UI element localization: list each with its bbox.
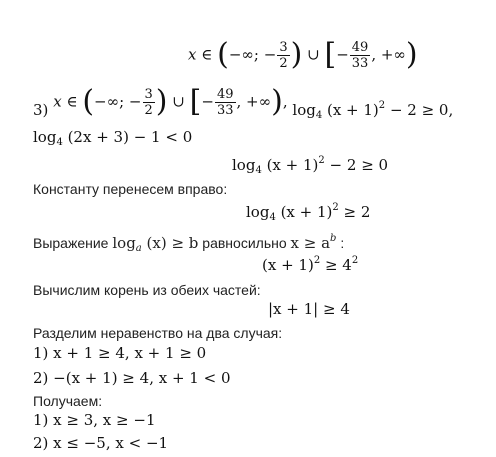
text-equivalence: Выражение $\log_a (x) \ge b$ равносильно $x \ge a^b$ :	[33, 233, 345, 254]
item-label: 3)	[33, 100, 49, 119]
paren-close: )	[405, 37, 418, 72]
element-of: ∈	[201, 45, 213, 64]
abs-inequality: |x + 1| ≥ 4	[268, 300, 350, 318]
fraction-3-2: $\frac{3}{2}$	[279, 40, 288, 71]
log-inequality-second: $\log_4 (2x + 3) - 1 < 0$	[33, 128, 193, 148]
paren-close: )	[290, 37, 303, 72]
neg-infinity: −∞; −	[94, 92, 142, 111]
var-x: x	[53, 92, 62, 111]
text-move-constant: Константу перенесем вправо:	[33, 181, 228, 197]
paren-close: )	[155, 84, 168, 119]
interval-line-1	[188, 38, 418, 73]
log-inequality-moved: $\log_4 (x + 1)^2 \ge 2$	[246, 202, 371, 223]
log-inequality-centered: $\log_4 (x + 1)^2 - 2 \ge 0$	[232, 155, 389, 176]
paren-open: (	[82, 84, 95, 119]
bracket-open: [	[324, 37, 337, 72]
var-x: x	[188, 45, 197, 64]
paren-open: (	[217, 37, 229, 72]
element-of: ∈	[66, 92, 78, 111]
minus: −	[336, 45, 349, 64]
paren-close: )	[271, 84, 283, 119]
comma: ,	[282, 92, 288, 111]
result-1: 1) x ≥ 3, x ≥ −1	[33, 411, 156, 429]
text-root: Вычислим корень из обеих частей:	[33, 282, 261, 298]
plus-infinity: , +∞	[236, 92, 272, 111]
text-split-cases: Разделим неравенство на два случая:	[33, 325, 283, 341]
interval-line-2	[33, 85, 453, 120]
text-result: Получаем:	[33, 393, 103, 409]
plus-infinity: , +∞	[371, 45, 406, 64]
power-inequality: $(x + 1)^2 \ge 4^2$	[262, 255, 359, 274]
minus: −	[201, 92, 214, 111]
result-2: 2) x ≤ −5, x < −1	[33, 434, 169, 452]
union: ∪	[307, 45, 320, 64]
log-inequality: $\log_4 (x + 1)^2 - 2 \ge 0$,	[292, 99, 454, 121]
fraction-3-2: $\frac{3}{2}$	[144, 87, 153, 118]
case-2: 2) −(x + 1) ≥ 4, x + 1 < 0	[33, 369, 231, 387]
case-1: 1) x + 1 ≥ 4, x + 1 ≥ 0	[33, 344, 207, 362]
neg-infinity: −∞; −	[228, 45, 277, 64]
union: ∪	[172, 92, 185, 111]
fraction-49-33: $\frac{49}{33}$	[351, 40, 369, 71]
fraction-49-33: $\frac{49}{33}$	[216, 87, 234, 118]
bracket-open: [	[189, 84, 202, 119]
